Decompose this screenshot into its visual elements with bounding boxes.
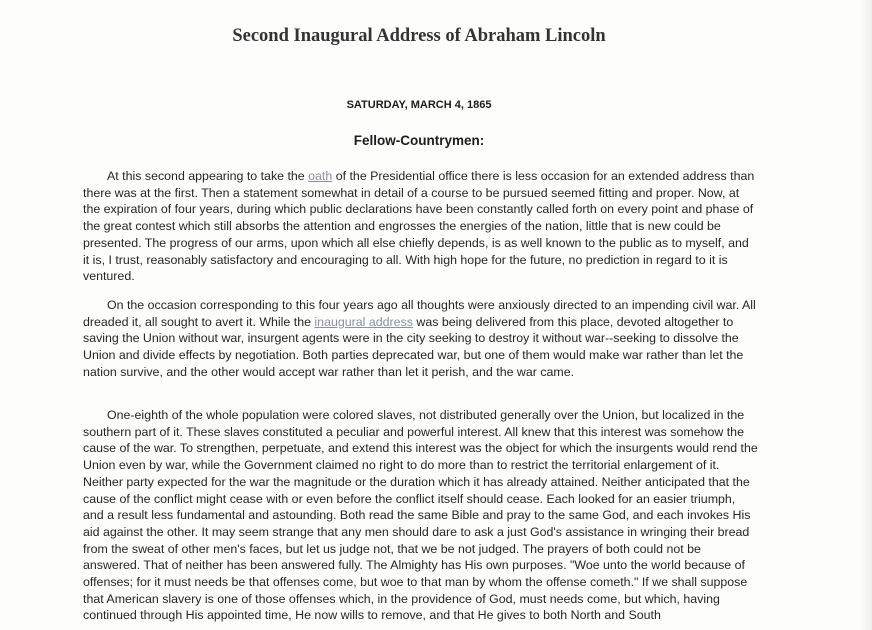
paragraph-1-text-before: At this second appearing to take the bbox=[107, 169, 309, 183]
paragraph-2 bbox=[83, 297, 758, 381]
salutation: Fellow-Countrymen: bbox=[353, 133, 485, 148]
paragraph-2-text-after: was being delivered from this place, devoted altogether to saving the Union without war, insurgent agents were in the city seeking to destroy it without war--seeking to dissolve the Union and divide effects by negotiation. Both parties deprecated war, but one of them would make war rather than let the nation survive, and the other would accept war rather than let it perish, and the war came. bbox=[83, 314, 744, 379]
paragraph-1-text-after: of the Presidential office there is less occasion for an extended address than there was at the first. Then a statement somewhat in detail of a course to be pursued seemed fitting and proper. Now, at the expiration of four years, during which public declarations have been constantly called forth on every point and phase of the great contest which still absorbs the attention and engrosses the energies of the nation, little that is new could be presented. The progress of our arms, upon which all else chiefly depends, is as well known to the public as to myself, and it is, I trust, reasonably satisfactory and encouraging to all. With high hope for the future, no prediction in regard to it is ventured. bbox=[83, 169, 755, 284]
paragraph-1 bbox=[83, 168, 758, 285]
address-date: SATURDAY, MARCH 4, 1865 bbox=[346, 99, 492, 111]
oath-link[interactable]: oath bbox=[308, 169, 333, 183]
scan-edge-shadow bbox=[860, 0, 872, 630]
document-title: Second Inaugural Address of Abraham Lincoln bbox=[232, 26, 606, 46]
paragraph-3: One-eighth of the whole population were colored slaves, not distributed generally over the Union, but localized in the southern part of it. These slaves constituted a peculiar and powerful interest. All knew that this interest was somehow the cause of the war. To strengthen, perpetuate, and extend this interest was the object for which the insurgents would rend the Union even by war, while the Government claimed no right to do more than to restrict the territorial enlargement of it. Neither party expected for the war the magnitude or the duration which it has already attained. Neither anticipated that the cause of the conflict might cease with or even before the conflict itself should cease. Each looked for an easier triumph, and a result less fundamental and astounding. Both read the same Bible and pray to the same God, and each invokes His aid against the other. It may seem strange that any men should dare to ask a just God's assistance in wringing their bread from the sweat of other men's faces, but let us judge not, that we be not judged. The prayers of both could not be answered. That of neither has been answered fully. The Almighty has His own purposes. "Woe unto the world because of offenses; for it must needs be that offenses come, but woe to that man by whom the offense cometh." If we shall suppose that American slavery is one of those offenses which, in the providence of God, must needs come, but which, having continued through His appointed time, He now wills to remove, and that He gives to both North and South bbox=[83, 408, 758, 623]
inaugural-address-link[interactable]: inaugural address bbox=[314, 314, 413, 329]
paragraph-2-text-before: On the occasion corresponding to this four years ago all thoughts were anxiously directed to an impending civil war. All dreaded it, all sought to avert it. While the bbox=[83, 298, 756, 329]
